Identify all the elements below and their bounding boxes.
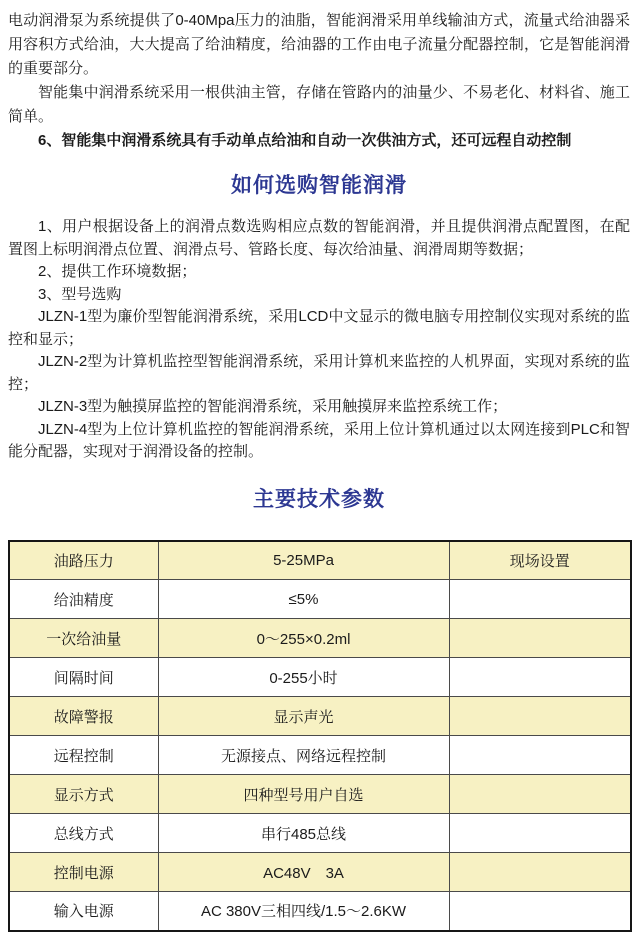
table-row	[9, 697, 631, 736]
value-cell: 0-255小时	[158, 658, 449, 697]
value-cell: 四种型号用户自选	[158, 775, 449, 814]
note-cell	[449, 775, 631, 814]
param-cell: 油路压力	[9, 541, 158, 580]
choose-paragraph-1: 1、用户根据设备上的润滑点数选购相应点数的智能润滑，并且提供润滑点配置图，在配置图上标明润滑点位置、润滑点号、管路长度、每次给油量、润滑周期等数据；	[8, 218, 630, 258]
param-cell: 控制电源	[9, 853, 158, 892]
value-cell: AC48V 3A	[158, 853, 449, 892]
choose-paragraph-3: 3、型号选购	[38, 285, 122, 303]
intro-paragraph-3: 6、智能集中润滑系统具有手动单点给油和自动一次供油方式，还可远程自动控制	[38, 132, 572, 149]
note-cell	[449, 736, 631, 775]
note-cell: 现场设置	[449, 541, 631, 580]
value-cell: 无源接点、网络远程控制	[158, 736, 449, 775]
value-cell: 显示声光	[158, 697, 449, 736]
table-row	[9, 814, 631, 853]
note-cell	[449, 580, 631, 619]
param-cell: 故障警报	[9, 697, 158, 736]
section-heading-how-to-choose: 如何选购智能润滑	[231, 174, 407, 197]
param-cell: 显示方式	[9, 775, 158, 814]
value-cell: ≤5%	[158, 580, 449, 619]
param-cell: 总线方式	[9, 814, 158, 853]
intro-paragraph-1: 电动润滑泵为系统提供了0-40Mpa压力的油脂，智能润滑采用单线输油方式，流量式给油器采用容积方式给油，大大提高了给油精度，给油器的工作由电子流量分配器控制，它是智能润滑的重要部分。	[8, 12, 630, 77]
param-cell: 给油精度	[9, 580, 158, 619]
table-row	[9, 658, 631, 697]
note-cell	[449, 658, 631, 697]
param-cell: 一次给油量	[9, 619, 158, 658]
value-cell: 0～255×0.2ml	[158, 619, 449, 658]
intro-paragraph-2: 智能集中润滑系统采用一根供油主管，存储在管路内的油量少、不易老化、材料省、施工简单。	[8, 84, 630, 125]
choose-paragraph-6: JLZN-3型为触摸屏监控的智能润滑系统，采用触摸屏来监控系统工作；	[38, 398, 508, 415]
table-row	[9, 541, 631, 580]
note-cell	[449, 892, 631, 931]
param-cell: 输入电源	[9, 892, 158, 931]
value-cell: 5-25MPa	[158, 541, 449, 580]
table-row	[9, 580, 631, 619]
param-cell: 间隔时间	[9, 658, 158, 697]
table-row	[9, 775, 631, 814]
choose-paragraph-2: 2、提供工作环境数据；	[38, 263, 197, 280]
param-cell: 远程控制	[9, 736, 158, 775]
tech-params-table	[8, 540, 632, 932]
section-how-to-choose	[8, 216, 630, 464]
table-row	[9, 892, 631, 931]
choose-paragraph-4: JLZN-1型为廉价型智能润滑系统，采用LCD中文显示的微电脑专用控制仪实现对系统的监控和显示；	[8, 308, 630, 348]
note-cell	[449, 853, 631, 892]
note-cell	[449, 619, 631, 658]
table-row	[9, 736, 631, 775]
choose-paragraph-5: JLZN-2型为计算机监控型智能润滑系统，采用计算机来监控的人机界面，实现对系统的监控；	[8, 353, 630, 393]
choose-paragraph-7: JLZN-4型为上位计算机监控的智能润滑系统，采用上位计算机通过以太网连接到PLC和智能分配器，实现对于润滑设备的控制。	[8, 420, 630, 460]
section-heading-tech-params: 主要技术参数	[253, 487, 385, 511]
note-cell	[449, 697, 631, 736]
value-cell: 串行485总线	[158, 814, 449, 853]
table-row	[9, 853, 631, 892]
value-cell: AC 380V三相四线/1.5～2.6KW	[158, 892, 449, 931]
table-row	[9, 619, 631, 658]
note-cell	[449, 814, 631, 853]
